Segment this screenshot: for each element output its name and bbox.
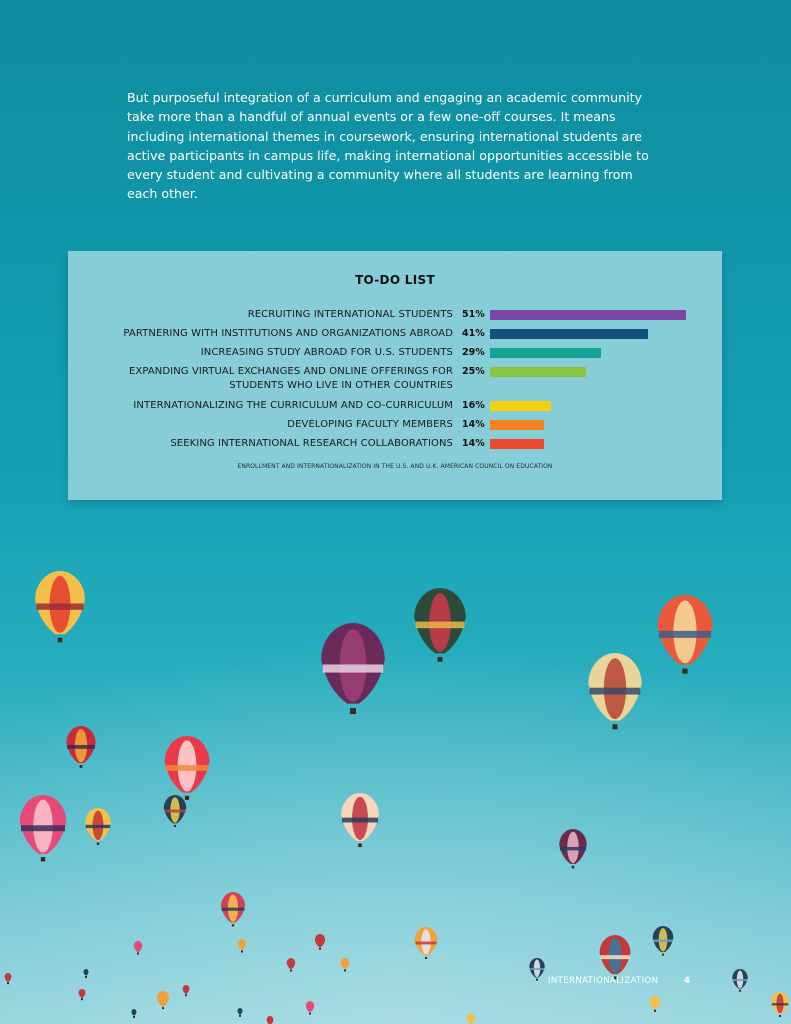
chart-panel (68, 251, 722, 500)
intro-text: But purposeful integration of a curriculum and engaging an academic community take more than a handful of annual events or a few one-off courses. It means including international themes in coursework, ensuring international students are active participants in campus life, making international opportunities accessible to every student and cultivating a community where all students are learning from each other. (127, 90, 649, 202)
category-label: INCREASING STUDY ABROAD FOR U.S. STUDENTS (200, 347, 453, 358)
bar (490, 401, 551, 411)
value-label: 16% (462, 400, 485, 411)
value-label: 51% (462, 309, 485, 320)
value-label: 14% (462, 438, 485, 449)
page-footer (548, 976, 698, 990)
footer-section: INTERNATIONALIZATION (548, 976, 659, 986)
bar (490, 310, 686, 320)
category-label: DEVELOPING FACULTY MEMBERS (287, 419, 453, 430)
value-label: 25% (462, 366, 485, 377)
bar (490, 420, 544, 430)
bar (490, 329, 648, 339)
category-label: EXPANDING VIRTUAL EXCHANGES AND ONLINE OFFERINGS FOR STUDENTS WHO LIVE IN OTHER COUNTRIES (129, 366, 453, 391)
intro-paragraph (127, 88, 667, 204)
chart-source: ENROLLMENT AND INTERNATIONALIZATION IN THE U.S. AND U.K. AMERICAN COUNCIL ON EDUCATION (237, 463, 553, 470)
bar (490, 367, 586, 377)
page-number: 4 (684, 976, 691, 986)
bar (490, 439, 544, 449)
value-label: 41% (462, 328, 485, 339)
bar (490, 348, 601, 358)
category-label: PARTNERING WITH INSTITUTIONS AND ORGANIZATIONS ABROAD (123, 328, 453, 339)
category-label: SEEKING INTERNATIONAL RESEARCH COLLABORATIONS (170, 438, 453, 449)
hot-air-balloons-photo (0, 540, 791, 1024)
category-label: INTERNATIONALIZING THE CURRICULUM AND CO-CURRICULUM (133, 400, 453, 411)
category-label: RECRUITING INTERNATIONAL STUDENTS (247, 309, 453, 320)
value-label: 29% (462, 347, 485, 358)
value-label: 14% (462, 419, 485, 430)
chart-title: TO-DO LIST (355, 273, 435, 287)
